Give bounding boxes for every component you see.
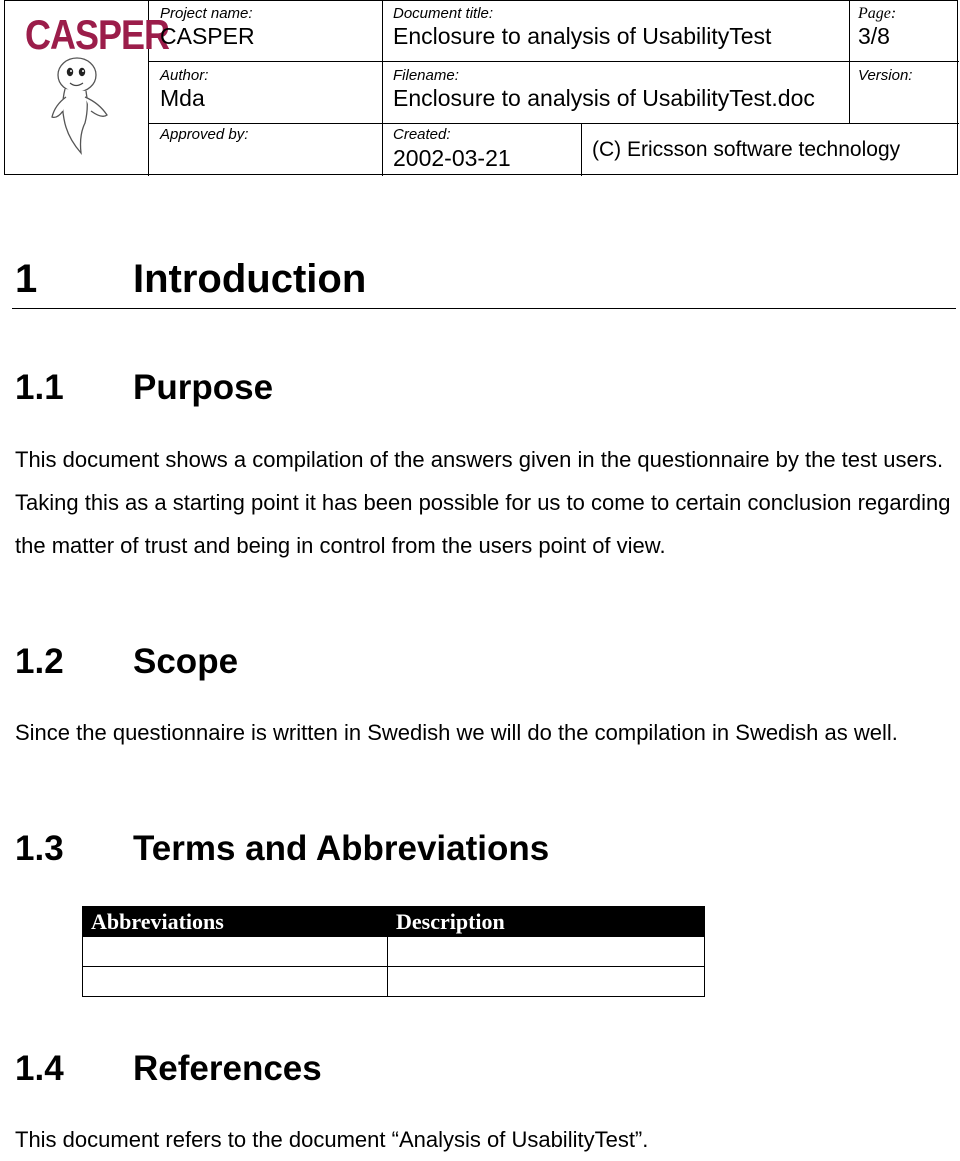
filename-label: Filename:: [393, 67, 459, 84]
heading-number: 1.1: [15, 368, 64, 407]
logo-wordmark: CASPER: [25, 11, 170, 59]
approved-by-label: Approved by:: [160, 126, 249, 143]
filename-cell: [393, 85, 848, 117]
heading-title: Introduction: [133, 257, 367, 301]
casper-logo: [19, 7, 170, 157]
project-name: CASPER: [160, 23, 255, 49]
table-cell: [388, 967, 705, 997]
page-number: 3/8: [858, 23, 890, 49]
created-label: Created:: [393, 126, 451, 143]
table-cell: [83, 937, 388, 967]
document-title-label: Document title:: [393, 5, 494, 22]
references-paragraph: This document refers to the document “Analysis of UsabilityTest”.: [15, 1127, 649, 1152]
heading-number: 1: [15, 257, 38, 301]
header-divider: [581, 123, 582, 176]
heading-number: 1.3: [15, 829, 64, 868]
document-header: [4, 0, 958, 175]
heading-terms: [15, 829, 549, 869]
heading-scope: [15, 642, 238, 682]
filename: Enclosure to analysis of UsabilityTest.doc: [393, 85, 815, 111]
table-row: [83, 967, 705, 997]
table-header-row: [83, 907, 705, 937]
table-row: [83, 937, 705, 967]
heading-references: [15, 1049, 322, 1089]
abbreviations-table: [82, 906, 705, 997]
header-divider: [382, 1, 383, 176]
author-label: Author:: [160, 67, 209, 84]
page-label: Page:: [858, 5, 897, 22]
created-date: 2002-03-21: [393, 145, 511, 171]
version-label: Version:: [858, 67, 913, 84]
casper-ghost-icon: [19, 7, 139, 157]
column-header-abbreviations: Abbreviations: [83, 907, 388, 937]
heading-number: 1.4: [15, 1049, 64, 1088]
scope-paragraph: Since the questionnaire is written in Swedish we will do the compilation in Swedish as well.: [15, 720, 898, 745]
document-title: Enclosure to analysis of UsabilityTest: [393, 23, 772, 49]
heading-purpose: [15, 368, 273, 408]
table-cell: [83, 967, 388, 997]
heading-introduction: [15, 257, 366, 302]
author: Mda: [160, 85, 205, 111]
table-cell: [388, 937, 705, 967]
heading-title: Purpose: [133, 368, 274, 407]
column-header-description: Description: [388, 907, 705, 937]
heading-title: Terms and Abbreviations: [133, 829, 550, 868]
header-divider: [849, 1, 850, 123]
heading-title: References: [133, 1049, 322, 1088]
header-divider: [148, 123, 959, 124]
project-name-label: Project name:: [160, 5, 253, 22]
heading-underline: [12, 308, 956, 309]
purpose-paragraph: This document shows a compilation of the answers given in the questionnaire by the test users. Taking this as a starting point it has been possible for us to come to certain conclusion regarding the matter of trust and being in control from the users point of view.: [15, 447, 951, 558]
copyright: (C) Ericsson software technology: [592, 138, 901, 161]
heading-title: Scope: [133, 642, 239, 681]
header-divider: [148, 61, 959, 62]
heading-number: 1.2: [15, 642, 64, 681]
